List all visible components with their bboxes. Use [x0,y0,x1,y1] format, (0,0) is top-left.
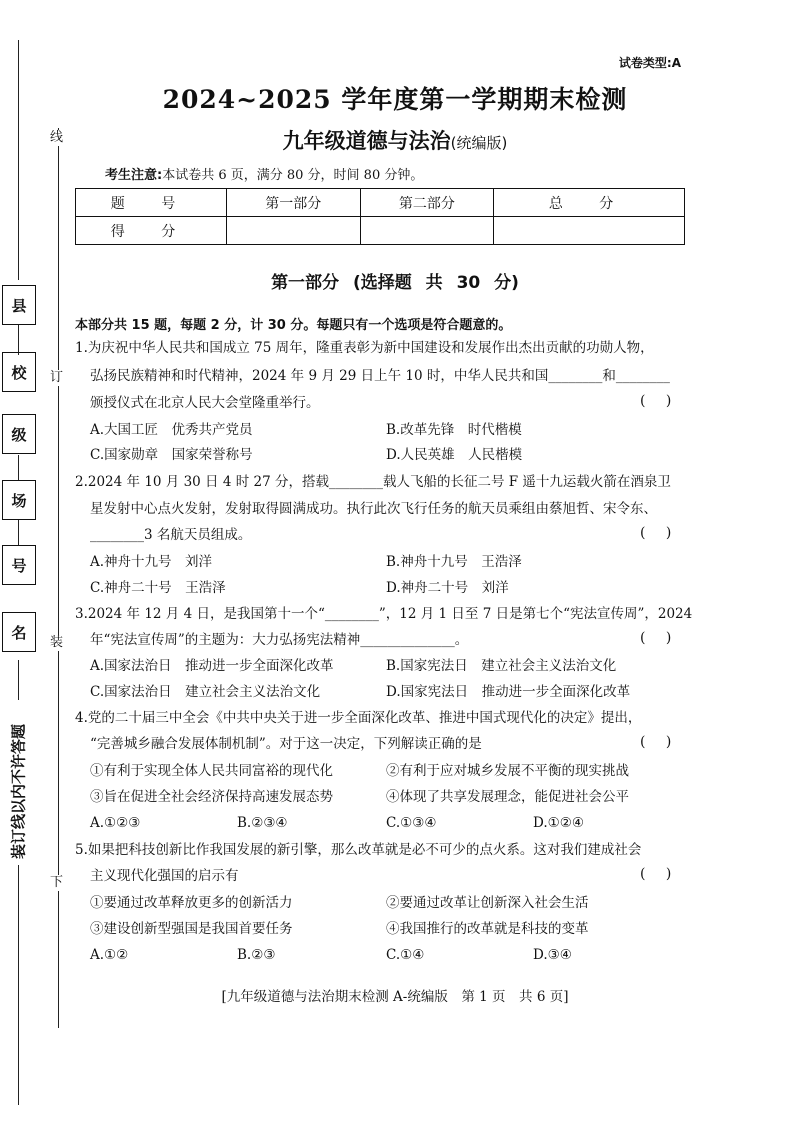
field-exam-room: 场 [2,480,36,520]
field-school: 校 [2,352,36,392]
score-table-header-row [76,189,685,217]
statement: ④我国推行的改革就是科技的变革 [386,921,589,937]
question-2-line: 2.2024 年 10 月 30 日 4 时 27 分，搭载________载人飞船的长征二号 F 遥十九运载火箭在酒泉卫 [75,474,671,490]
section-intro: 本部分共 15 题，每题 2 分，计 30 分。每题只有一个选项是符合题意的。 [75,318,512,333]
score-table-cell: 第一部分 [227,189,361,217]
notice-text: 本试卷共 6 页，满分 80 分，时间 80 分钟。 [162,168,424,183]
outer-margin-line [18,660,19,700]
answer-paren: ( ) [640,393,672,409]
statement: ②要通过改革让创新深入社会生活 [386,895,589,911]
answer-paren: ( ) [640,525,672,541]
question-4-line: 4.党的二十届三中全会《中共中央关于进一步全面深化改革、推进中国式现代化的决定》提出， [75,710,642,726]
binding-char-ding: 订 [50,370,64,385]
field-grade: 级 [2,414,36,454]
option: C.国家勋章 国家荣誉称号 [90,447,253,463]
option: C.国家法治日 建立社会主义法治文化 [90,684,321,700]
score-table-score-row [76,217,685,245]
field-number: 号 [2,545,36,585]
question-4-line: “完善城乡融合发展体制机制”。对于这一决定，下列解读正确的是 [90,736,482,752]
score-cell-part1 [227,217,361,245]
statement: ④体现了共享发展理念，能促进社会公平 [386,789,629,805]
binding-line [58,128,59,1028]
question-1-line: 弘扬民族精神和时代精神，2024 年 9 月 29 日上午 10 时，中华人民共和国________和________ [90,368,670,384]
subject-name: 九年级道德与法治 [282,129,451,153]
option: A.神舟十九号 刘洋 [90,554,213,570]
question-2-line: 星发射中心点火发射，发射取得圆满成功。执行此次飞行任务的航天员乘组由蔡旭哲、宋令东、 [90,501,657,517]
question-1-line: 颁授仪式在北京人民大会堂隆重举行。 [90,395,320,411]
question-2-line: ________3 名航天员组成。 [90,527,252,543]
statement: ②有利于应对城乡发展不平衡的现实挑战 [386,763,629,779]
question-5-line: 5.如果把科技创新比作我国发展的新引擎，那么改革就是必不可少的点火系。这对我们建成社会 [75,842,642,858]
option: B.改革先锋 时代楷模 [386,422,522,438]
score-table-cell: 总 分 [494,189,685,217]
option: C.神舟二十号 王浩泽 [90,580,226,596]
statement: ③建设创新型强国是我国首要任务 [90,921,293,937]
score-table-cell: 第二部分 [360,189,494,217]
outer-margin-line [18,455,19,480]
question-5-line: 主义现代化强国的启示有 [90,868,239,884]
option: D.国家宪法日 推动进一步全面深化改革 [386,684,631,700]
page-footer: [九年级道德与法治期末检测 A-统编版 第 1 页 共 6 页] [221,989,569,1005]
score-cell-part2 [360,217,494,245]
answer-paren: ( ) [640,630,672,646]
question-3-line: 年“宪法宣传周”的主题为：大力弘扬宪法精神______________。 [90,632,469,648]
option: A.大国工匠 优秀共产党员 [90,422,253,438]
score-table-cell: 得 分 [76,217,227,245]
score-table-cell: 题 号 [76,189,227,217]
option: D.神舟二十号 刘洋 [386,580,509,596]
question-3-line: 3.2024 年 12 月 4 日，是我国第十一个“________”，12 月 1 日至 7 日是第七个“宪法宣传周”，2024 [75,606,693,622]
option: B.神舟十九号 王浩泽 [386,554,522,570]
outer-margin-line [18,520,19,545]
field-county: 县 [2,285,36,325]
answer-paren: ( ) [640,866,672,882]
option: A.①② [90,947,129,963]
edition: (统编版) [450,134,508,152]
notice-label: 考生注意: [105,168,163,183]
exam-notice [105,164,423,183]
binding-char-xia: 下 [50,875,64,890]
option: B.②③④ [237,815,288,831]
statement: ①要通过改革释放更多的创新活力 [90,895,293,911]
score-cell-total [494,217,685,245]
option: D.人民英雄 人民楷模 [386,447,523,463]
option: D.③④ [533,947,572,963]
binding-char-zhuang: 装 [50,635,64,650]
field-name: 名 [2,612,36,652]
exam-title: 2024~2025 学年度第一学期期末检测 [162,85,628,114]
binding-notice: 装订线以内不许答题 [9,724,28,860]
outer-margin-line [18,325,19,355]
outer-margin-line-bottom [18,865,19,1105]
option: D.①②④ [533,815,584,831]
paper-type: 试卷类型:A [618,56,681,70]
option: A.①②③ [90,815,141,831]
score-table [75,188,685,245]
section-title: 第一部分 (选择题 共 30 分) [271,273,519,293]
option: B.②③ [237,947,276,963]
option: A.国家法治日 推动进一步全面深化改革 [90,658,334,674]
option: C.①④ [386,947,425,963]
statement: ①有利于实现全体人民共同富裕的现代化 [90,763,333,779]
binding-char-xian: 线 [50,130,64,145]
exam-subtitle [75,125,715,155]
statement: ③旨在促进全社会经济保持高速发展态势 [90,789,333,805]
outer-margin-line-top [18,40,19,280]
option: C.①③④ [386,815,437,831]
answer-paren: ( ) [640,734,672,750]
option: B.国家宪法日 建立社会主义法治文化 [386,658,617,674]
question-1-line: 1.为庆祝中华人民共和国成立 75 周年，隆重表彰为新中国建设和发展作出杰出贡献的功勋人物， [75,340,654,356]
